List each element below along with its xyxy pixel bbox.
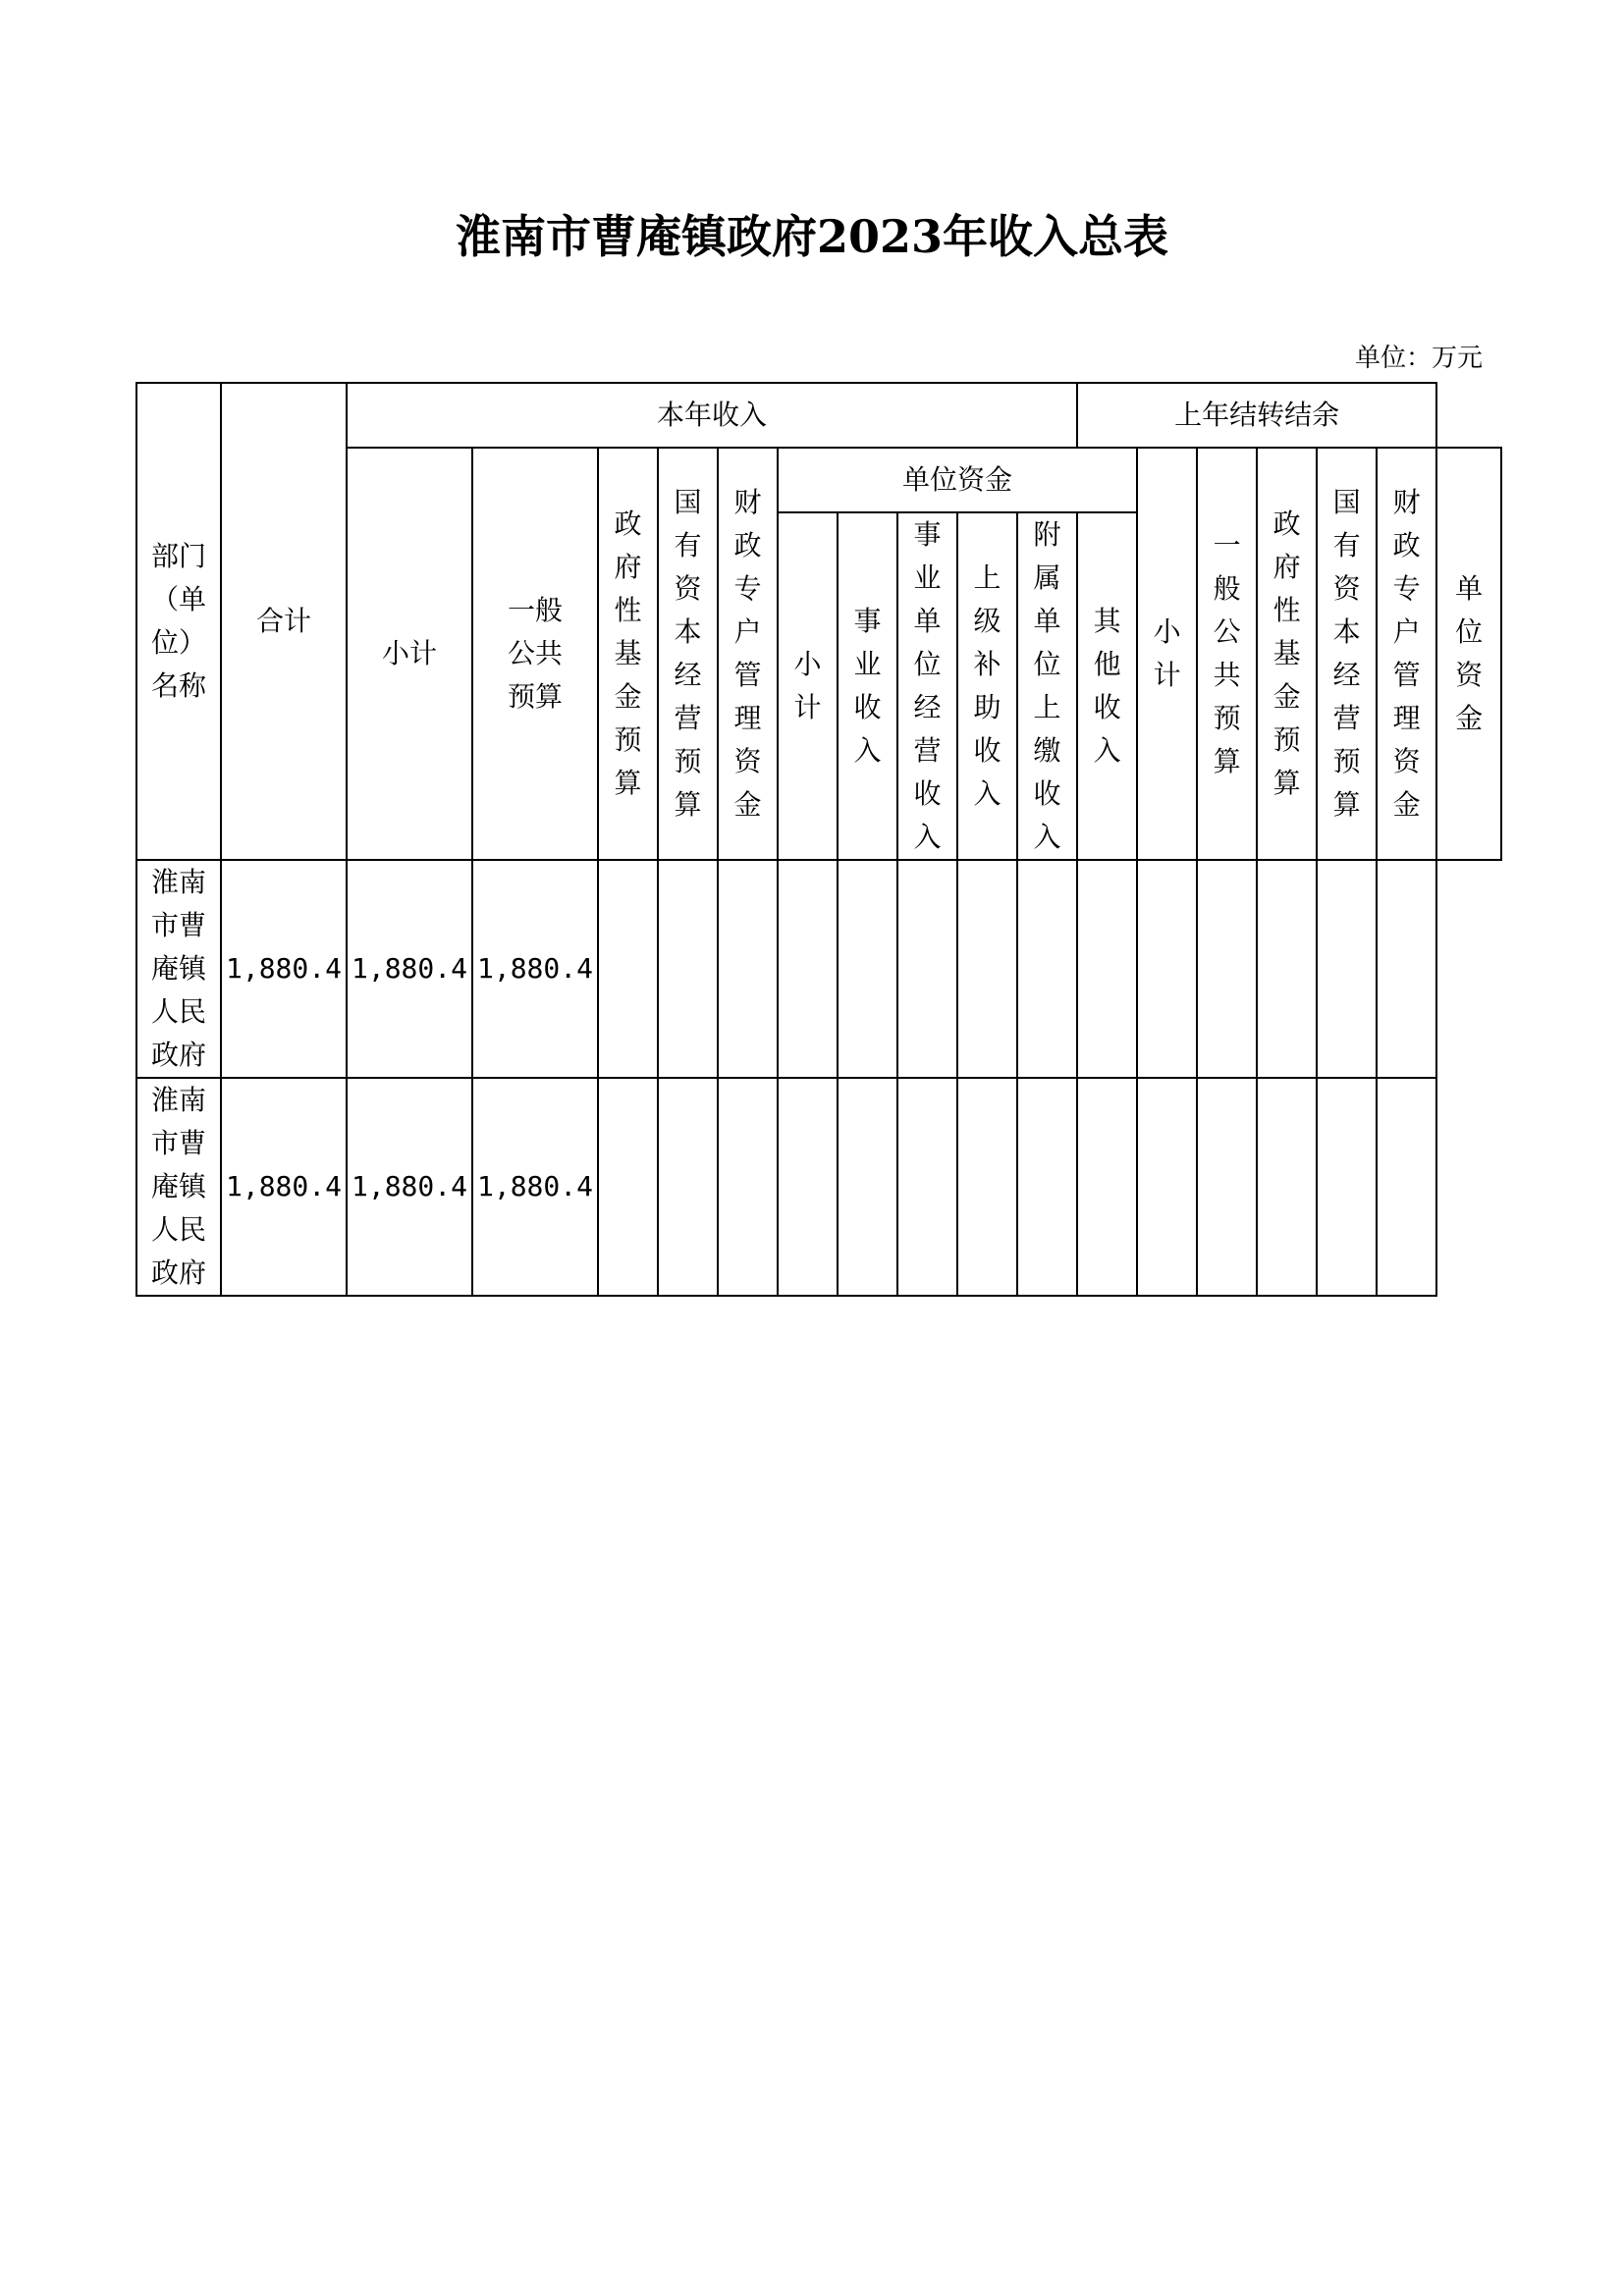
header-uf-other-label: 其他收入 bbox=[1093, 605, 1121, 767]
header-co-general bbox=[1197, 448, 1257, 860]
empty-cell bbox=[778, 860, 838, 1078]
empty-cell bbox=[1197, 1078, 1257, 1296]
header-uf-operating-label: 事业单位经营收入 bbox=[913, 518, 942, 853]
header-co-fiscal bbox=[1377, 448, 1436, 860]
table-row bbox=[136, 860, 1501, 1078]
empty-cell bbox=[897, 1078, 957, 1296]
header-current-year: 本年收入 bbox=[347, 383, 1077, 448]
page-title: 淮南市曹庵镇政府2023年收入总表 bbox=[455, 210, 1169, 263]
header-uf-subsidy-label: 上级补助收入 bbox=[973, 561, 1001, 810]
empty-cell bbox=[957, 1078, 1017, 1296]
row-general: 1,880.4 bbox=[472, 1078, 598, 1296]
empty-cell bbox=[897, 860, 957, 1078]
header-co-stateasset-label: 国有资本经营预算 bbox=[1332, 486, 1361, 821]
header-uf-business bbox=[838, 512, 897, 860]
header-uf-other bbox=[1077, 512, 1137, 860]
header-unit-funds: 单位资金 bbox=[778, 448, 1137, 512]
empty-cell bbox=[1077, 1078, 1137, 1296]
empty-cell bbox=[1077, 860, 1137, 1078]
empty-cell bbox=[1377, 860, 1436, 1078]
empty-cell bbox=[838, 1078, 897, 1296]
row-subtotal: 1,880.4 bbox=[347, 1078, 472, 1296]
header-uf-affiliate-label: 附属单位上缴收入 bbox=[1033, 518, 1061, 853]
empty-cell bbox=[778, 1078, 838, 1296]
header-uf-business-label: 事业收入 bbox=[853, 605, 882, 767]
header-co-govfund bbox=[1257, 448, 1317, 860]
header-co-stateasset bbox=[1317, 448, 1377, 860]
header-uf-subsidy bbox=[957, 512, 1017, 860]
header-cy-subtotal: 小计 bbox=[347, 448, 472, 860]
header-co-unitfunds-label: 单位资金 bbox=[1455, 572, 1484, 734]
empty-cell bbox=[1377, 1078, 1436, 1296]
header-row-1 bbox=[136, 383, 1501, 448]
empty-cell bbox=[1197, 860, 1257, 1078]
empty-cell bbox=[658, 1078, 718, 1296]
row-name bbox=[136, 860, 221, 1078]
header-cy-general-label: 一般公共预算 bbox=[507, 594, 563, 713]
row-name bbox=[136, 1078, 221, 1296]
header-co-general-label: 一般公共预算 bbox=[1213, 529, 1241, 777]
empty-cell bbox=[1257, 860, 1317, 1078]
row-total: 1,880.4 bbox=[221, 860, 347, 1078]
empty-cell bbox=[1317, 1078, 1377, 1296]
header-total: 合计 bbox=[221, 383, 347, 860]
empty-cell bbox=[718, 860, 778, 1078]
header-co-fiscal-label: 财政专户管理资金 bbox=[1392, 486, 1421, 821]
empty-cell bbox=[598, 1078, 658, 1296]
header-cy-fiscal-label: 财政专户管理资金 bbox=[733, 486, 762, 821]
header-cy-govfund bbox=[598, 448, 658, 860]
row-subtotal: 1,880.4 bbox=[347, 860, 472, 1078]
empty-cell bbox=[1257, 1078, 1317, 1296]
empty-cell bbox=[957, 860, 1017, 1078]
header-co-subtotal bbox=[1137, 448, 1197, 860]
row-total: 1,880.4 bbox=[221, 1078, 347, 1296]
header-dept bbox=[136, 383, 221, 860]
empty-cell bbox=[718, 1078, 778, 1296]
header-co-unitfunds bbox=[1436, 448, 1501, 860]
header-co-subtotal-label: 小计 bbox=[1153, 615, 1181, 691]
header-cy-govfund-label: 政府性基金预算 bbox=[614, 507, 642, 799]
header-cy-stateasset-label: 国有资本经营预算 bbox=[674, 486, 702, 821]
header-uf-subtotal bbox=[778, 512, 838, 860]
header-cy-fiscal bbox=[718, 448, 778, 860]
empty-cell bbox=[658, 860, 718, 1078]
header-uf-affiliate bbox=[1017, 512, 1077, 860]
empty-cell bbox=[1137, 1078, 1197, 1296]
empty-cell bbox=[1017, 860, 1077, 1078]
unit-label: 单位：万元 bbox=[1354, 344, 1483, 373]
empty-cell bbox=[1017, 1078, 1077, 1296]
header-cy-general bbox=[472, 448, 598, 860]
empty-cell bbox=[1317, 860, 1377, 1078]
row-general: 1,880.4 bbox=[472, 860, 598, 1078]
row-name-text: 淮南市曹庵镇人民政府 bbox=[150, 1084, 206, 1289]
header-dept-label: 部门（单位）名称 bbox=[150, 540, 206, 702]
empty-cell bbox=[598, 860, 658, 1078]
header-uf-subtotal-label: 小计 bbox=[793, 648, 822, 723]
row-name-text: 淮南市曹庵镇人民政府 bbox=[150, 866, 206, 1071]
empty-cell bbox=[1137, 860, 1197, 1078]
table-row bbox=[136, 1078, 1501, 1296]
empty-cell bbox=[838, 860, 897, 1078]
income-summary-table bbox=[135, 382, 1502, 1297]
header-cy-stateasset bbox=[658, 448, 718, 860]
header-uf-operating bbox=[897, 512, 957, 860]
header-carryover: 上年结转结余 bbox=[1077, 383, 1436, 448]
header-co-govfund-label: 政府性基金预算 bbox=[1272, 507, 1301, 799]
